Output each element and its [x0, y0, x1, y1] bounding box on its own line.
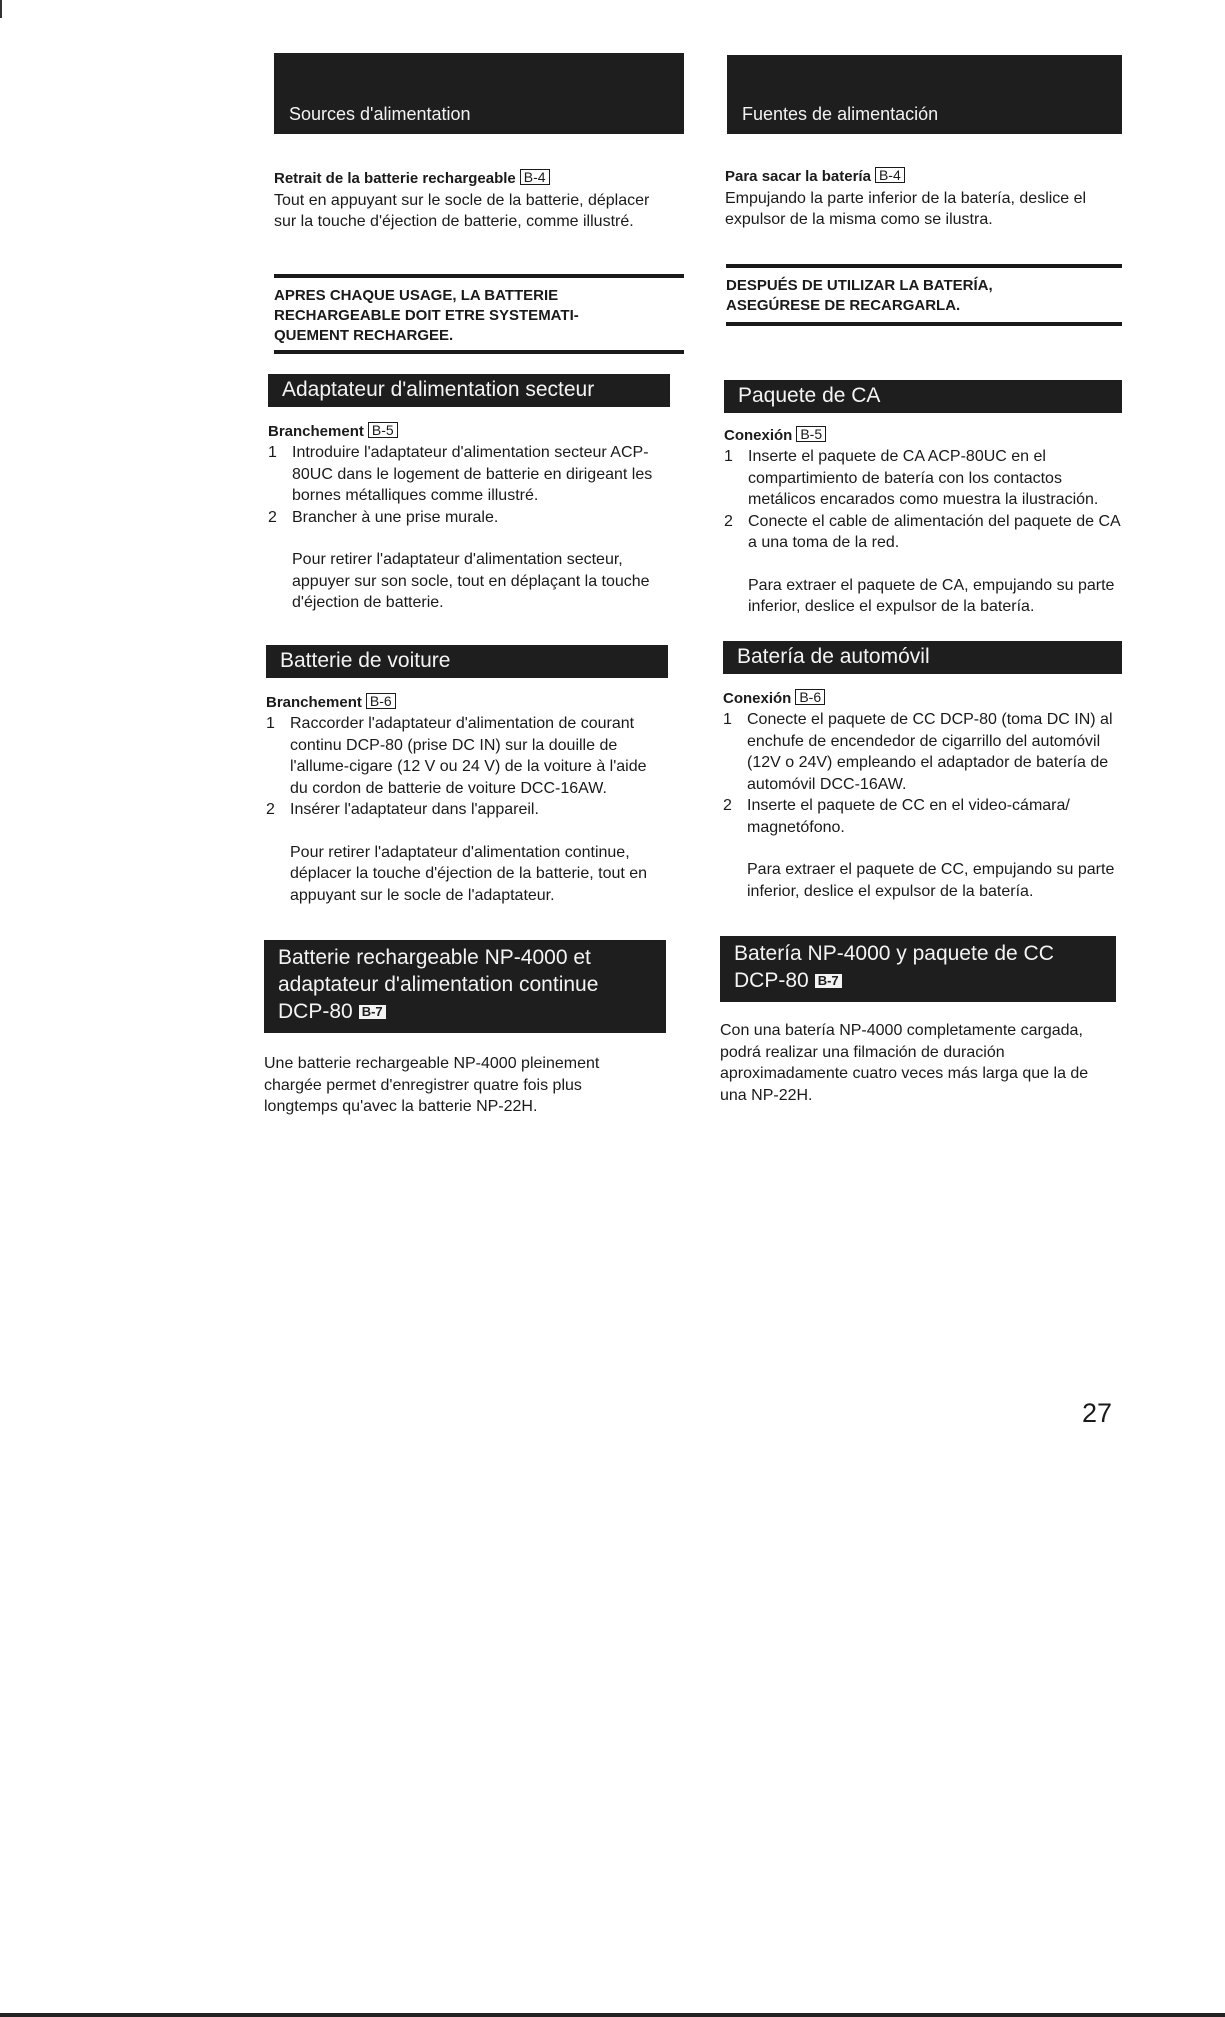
spanish-ac-heading — [724, 380, 1122, 413]
spanish-car-steps — [723, 709, 1122, 838]
spanish-ac-ref: B-5 — [796, 426, 826, 442]
list-item: 2 Brancher à une prise murale. — [268, 508, 499, 526]
spanish-warning-box — [726, 264, 1122, 326]
spanish-np4000-ref: B-7 — [815, 974, 842, 988]
page-edge-mark — [0, 0, 2, 18]
french-ac-connection-label: Branchement — [268, 422, 364, 440]
spanish-car-heading — [723, 641, 1122, 674]
spanish-car-connection-label: Conexión — [723, 689, 792, 707]
french-removal-ref: B-4 — [520, 169, 550, 185]
list-item: 1 Inserte el paquete de CA ACP-80UC en el compartimiento de batería con los contactos metálicos encarados como muestra la ilustración. — [724, 448, 1099, 508]
french-np4000-heading: Batterie rechargeable NP-4000 et adaptateur d'alimentation continue DCP-80 B-7 — [264, 940, 666, 1033]
french-ac-heading-text: Adaptateur d'alimentation secteur — [282, 377, 595, 401]
spanish-car-note: Para extraer el paquete de CC, empujando su parte inferior, deslice el expulsor de la batería. — [747, 861, 1115, 900]
french-page-title — [274, 53, 684, 134]
spanish-car-heading-text: Batería de automóvil — [737, 644, 930, 668]
spanish-page-title-text: Fuentes de alimentación — [742, 104, 939, 124]
french-warning-rule-bottom — [274, 350, 684, 354]
french-ac-steps — [268, 442, 663, 528]
french-removal-text: Tout en appuyant sur le socle de la batterie, déplacer sur la touche d'éjection de batterie, comme illustré. — [274, 191, 650, 230]
french-car-steps — [266, 713, 661, 821]
french-car-section — [266, 645, 684, 907]
french-car-heading — [266, 645, 668, 678]
spanish-car-section — [723, 641, 1122, 903]
french-column — [264, 0, 684, 1118]
french-ac-section — [268, 374, 684, 614]
french-car-ref: B-6 — [366, 693, 396, 709]
spanish-removal-heading: Para sacar la batería — [725, 168, 871, 185]
spanish-removal-text: Empujando la parte inferior de la batería, deslice el expulsor de la misma como se ilustra. — [725, 189, 1087, 228]
spanish-ac-connection-label: Conexión — [724, 426, 793, 444]
spanish-column — [720, 0, 1122, 1106]
list-item: 2 Conecte el cable de alimentación del paquete de CA a una toma de la red. — [724, 512, 1120, 551]
french-ac-ref: B-5 — [368, 422, 398, 438]
spanish-page-title — [727, 55, 1122, 134]
french-car-connection-label: Branchement — [266, 693, 362, 711]
page-bottom-edge — [0, 2013, 1225, 2017]
french-car-note: Pour retirer l'adaptateur d'alimentation continue, déplacer la touche d'éjection de la batterie, tout en appuyant sur le socle de l'adaptateur. — [290, 843, 648, 904]
list-item: 2 Inserte el paquete de CC en el video-cámara/ magnetófono. — [723, 797, 1070, 836]
spanish-np4000-text: Con una batería NP-4000 completamente cargada, podrá realizar una filmación de duración aproximadamente cuatro veces más larga que la de una NP-22H. — [720, 1022, 1089, 1104]
list-item: 1 Conecte el paquete de CC DCP-80 (toma DC IN) al enchufe de encendedor de cigarrillo del automóvil (12V o 24V) empleando el adaptador de batería de automóvil DCC-16AW. — [723, 711, 1113, 793]
spanish-removal-ref: B-4 — [875, 167, 905, 183]
french-np4000-text: Une batterie rechargeable NP-4000 pleinement chargée permet d'enregistrer quatre fois plus longtemps qu'avec la batterie NP-22H. — [264, 1055, 600, 1115]
french-warning-box — [274, 274, 684, 354]
french-ac-heading — [268, 374, 670, 407]
french-removal-heading: Retrait de la batterie rechargeable — [274, 170, 516, 187]
french-car-heading-text: Batterie de voiture — [280, 648, 451, 672]
spanish-removal-section — [725, 166, 1127, 231]
spanish-ac-note: Para extraer el paquete de CA, empujando su parte inferior, deslice el expulsor de la batería. — [748, 576, 1115, 615]
spanish-np4000-section — [720, 936, 1122, 1106]
spanish-car-ref: B-6 — [795, 689, 825, 705]
french-page-title-text: Sources d'alimentation — [289, 104, 471, 124]
french-np4000-ref: B-7 — [359, 1005, 386, 1019]
spanish-ac-section — [724, 380, 1122, 618]
page-number: 27 — [1082, 1398, 1113, 1428]
french-removal-section — [274, 168, 654, 233]
french-ac-note: Pour retirer l'adaptateur d'alimentation secteur, appuyer sur son socle, tout en déplaçant la touche d'éjection de batterie. — [292, 551, 650, 611]
list-item: 2 Insérer l'adaptateur dans l'appareil. — [266, 801, 539, 818]
spanish-warning-rule-bottom — [726, 322, 1122, 326]
list-item: 1 Introduire l'adaptateur d'alimentation secteur ACP-80UC dans le logement de batterie en dirigeant les bornes métalliques comme illustré. — [268, 444, 653, 504]
spanish-ac-steps — [724, 446, 1122, 554]
spanish-ac-heading-text: Paquete de CA — [738, 383, 881, 407]
spanish-warning-text: DESPUÉS DE UTILIZAR LA BATERÍA, ASEGÚRESE DE RECARGARLA. — [726, 276, 993, 314]
spanish-np4000-heading: Batería NP-4000 y paquete de CC DCP-80 B-7 — [720, 936, 1116, 1002]
french-np4000-section — [264, 940, 684, 1118]
list-item: 1 Raccorder l'adaptateur d'alimentation de courant continu DCP-80 (prise DC IN) sur la douille de l'allume-cigare (12 V ou 24 V) de la voiture à l'aide du cordon de batterie de voiture DCC-16AW. — [266, 715, 647, 797]
french-warning-text: APRES CHAQUE USAGE, LA BATTERIE RECHARGEABLE DOIT ETRE SYSTEMATI-QUEMENT RECHARGEE. — [274, 286, 579, 344]
